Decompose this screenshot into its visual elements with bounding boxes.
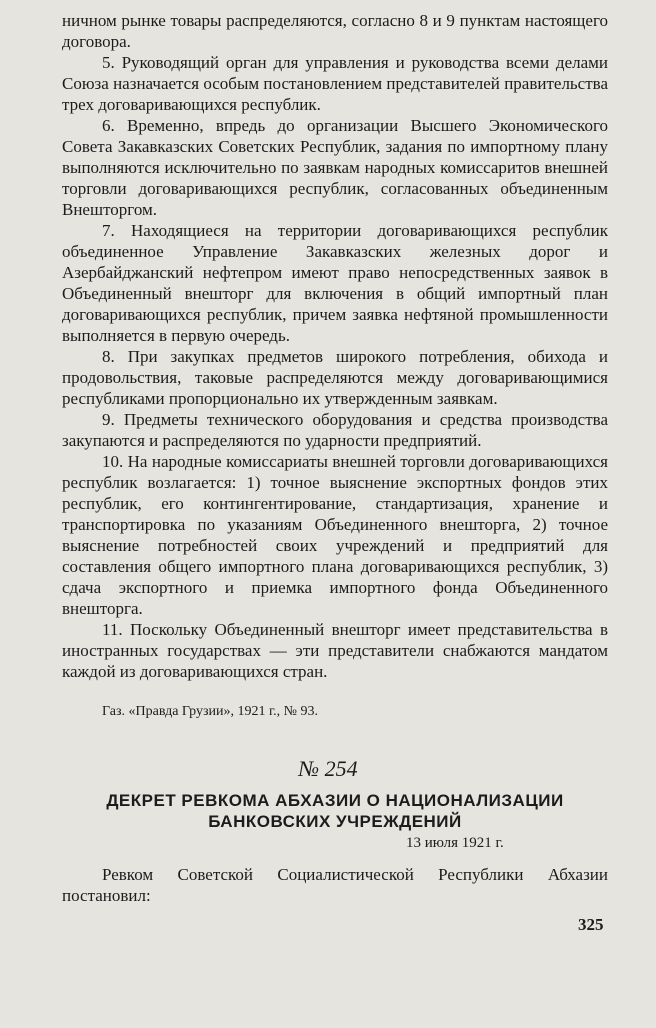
document-number: № 254 [298, 756, 358, 781]
paragraph-10: 10. На народные комиссариаты внешней торговли договаривающихся республик возлагается: 1) точное выяснение экспортных фондов этих республик, его контингентирование, стандартизация, хранение и транспортировка по указаниям Объединенного внешторга, 2) точное выяснение потребностей своих учреждений и предприятий для составления общего импортного плана договаривающихся республик, 3) сдача экспортного и приемка импортного фонда Объединенного внешторга. [62, 452, 608, 618]
paragraph-5: 5. Руководящий орган для управления и руководства всеми делами Союза назначается особым постановлением представителей правительства трех договаривающихся республик. [62, 53, 608, 114]
paragraph-11: 11. Поскольку Объединенный внешторг имеет представительства в иностранных государствах — эти представители снабжаются мандатом каждой из договаривающихся стран. [62, 620, 608, 681]
paragraph-7: 7. Находящиеся на территории договаривающихся республик объединенное Управление Закавказских железных дорог и Азербайджанский нефтепром имеют право непосредственных заявок в Объединенный внешторг для включения в общий импортный план договаривающихся республик, причем заявка нефтяной промышленности выполняется в первую очередь. [62, 221, 608, 345]
paragraph-continuation: ничном рынке товары распределяются, согласно 8 и 9 пунктам настоящего договора. [62, 11, 608, 51]
paragraph-6: 6. Временно, впредь до организации Высшего Экономического Совета Закавказских Советских Республик, задания по импортному плану выполняются исключительно по заявкам народных комиссаритов внешней торговли договаривающихся республик, согласованных объединенным Внешторгом. [62, 116, 608, 219]
document-title: ДЕКРЕТ РЕВКОМА АБХАЗИИ О НАЦИОНАЛИЗАЦИИ БАНКОВСКИХ УЧРЕЖДЕНИЙ [106, 791, 564, 831]
decree-text [62, 864, 608, 906]
paragraph-8: 8. При закупках предметов широкого потребления, обихода и продовольствия, таковые распределяются между договаривающимися республиками пропорционально их утвержденным заявкам. [62, 347, 608, 408]
treaty-text [62, 10, 608, 682]
document-date: 13 июля 1921 г. [406, 835, 504, 851]
decree-intro: Ревком Советской Социалистической Республики Абхазии постановил: [62, 865, 608, 905]
page-number: 325 [578, 915, 604, 934]
source-citation: Газ. «Правда Грузии», 1921 г., № 93. [102, 704, 318, 719]
paragraph-9: 9. Предметы технического оборудования и средства производства закупаются и распределяются по ударности предприятий. [62, 410, 608, 450]
